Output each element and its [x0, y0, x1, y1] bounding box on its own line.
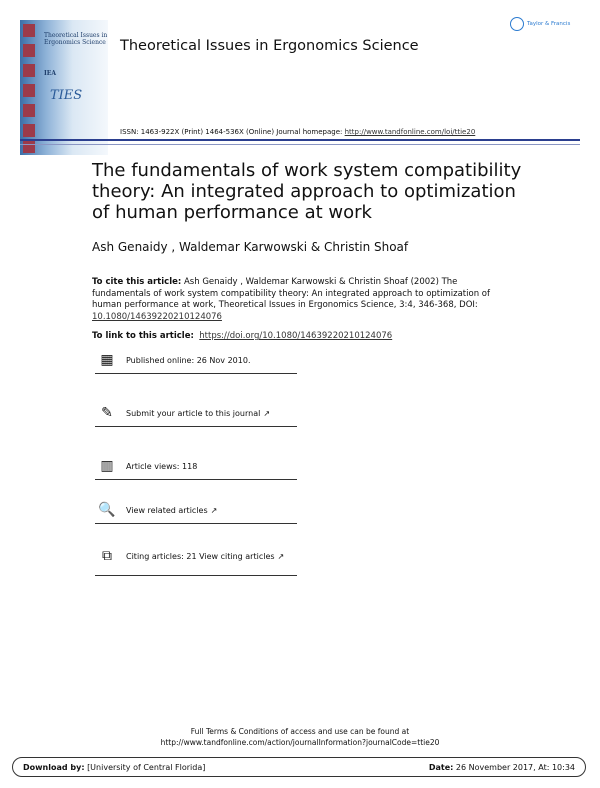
header-divider: [20, 139, 580, 145]
published-online-item: [95, 347, 297, 374]
cover-title: Theoretical Issues in Ergonomics Science: [44, 32, 108, 46]
submit-article-item[interactable]: [95, 400, 297, 427]
date-label: Date:: [428, 762, 454, 772]
article-link: [92, 331, 392, 341]
publisher-name: Taylor & Francis: [527, 21, 571, 27]
terms-url[interactable]: http://www.tandfonline.com/action/journalInformation?journalCode=ttie20: [160, 738, 440, 747]
cite-label: To cite this article:: [92, 277, 182, 287]
issn-line: [120, 128, 475, 136]
search-document-icon: 🔍: [98, 502, 116, 518]
edit-icon: ✎: [101, 405, 113, 421]
download-value: [University of Central Florida]: [87, 762, 206, 772]
item-label: Submit your article to this journal: [126, 408, 261, 418]
journal-homepage-link[interactable]: http://www.tandfonline.com/loi/ttie20: [344, 128, 476, 136]
article-title: The fundamentals of work system compatibility theory: An integrated approach to optimization of human performance at work: [92, 160, 522, 223]
publisher-logo: [510, 17, 570, 31]
citation: [92, 277, 502, 323]
journal-title: Theoretical Issues in Ergonomics Science: [120, 38, 419, 54]
external-link-icon: ↗: [210, 505, 218, 515]
date-value: 26 November 2017, At: 10:34: [455, 762, 575, 772]
calendar-icon: ▦: [100, 352, 114, 368]
link-label: To link to this article:: [92, 331, 194, 341]
bar-chart-icon: ▥: [100, 458, 114, 474]
terms-footer: [0, 726, 600, 748]
issn-text: ISSN: 1463-922X (Print) 1464-536X (Online) Journal homepage:: [120, 128, 343, 136]
external-link-icon: ↗: [263, 408, 271, 418]
cover-mark: TIES: [50, 88, 83, 103]
terms-text: Full Terms & Conditions of access and use can be found at: [190, 727, 410, 736]
download-label: Download by:: [23, 762, 85, 772]
item-label: Article views: 118: [126, 461, 198, 471]
item-label: View related articles: [126, 505, 208, 515]
download-info-bar: [12, 757, 586, 777]
doi-link[interactable]: https://doi.org/10.1080/14639220210124076: [199, 331, 393, 341]
cite-doi-link[interactable]: 10.1080/14639220210124076: [92, 311, 222, 322]
journal-cover-image: [20, 20, 108, 155]
item-label: Citing articles: 21 View citing articles: [126, 551, 275, 561]
cover-brand: IEA: [44, 70, 57, 77]
publisher-logo-icon: [510, 17, 524, 31]
article-views-item: [95, 453, 297, 480]
cite-text: Ash Genaidy , Waldemar Karwowski & Christin Shoaf (2002) The fundamentals of work system compatibility theory: An integrated approach to optimization of human performance at work, Theoretical Issues in Ergonomics Science, 3:4, 346-368, DOI:: [92, 277, 490, 310]
citing-icon: ⧉: [102, 548, 112, 564]
external-link-icon: ↗: [277, 551, 285, 561]
item-label: Published online: 26 Nov 2010.: [126, 355, 251, 365]
related-articles-item[interactable]: [95, 497, 297, 524]
citing-articles-item[interactable]: [95, 537, 297, 576]
article-authors: Ash Genaidy , Waldemar Karwowski & Christin Shoaf: [92, 240, 409, 254]
